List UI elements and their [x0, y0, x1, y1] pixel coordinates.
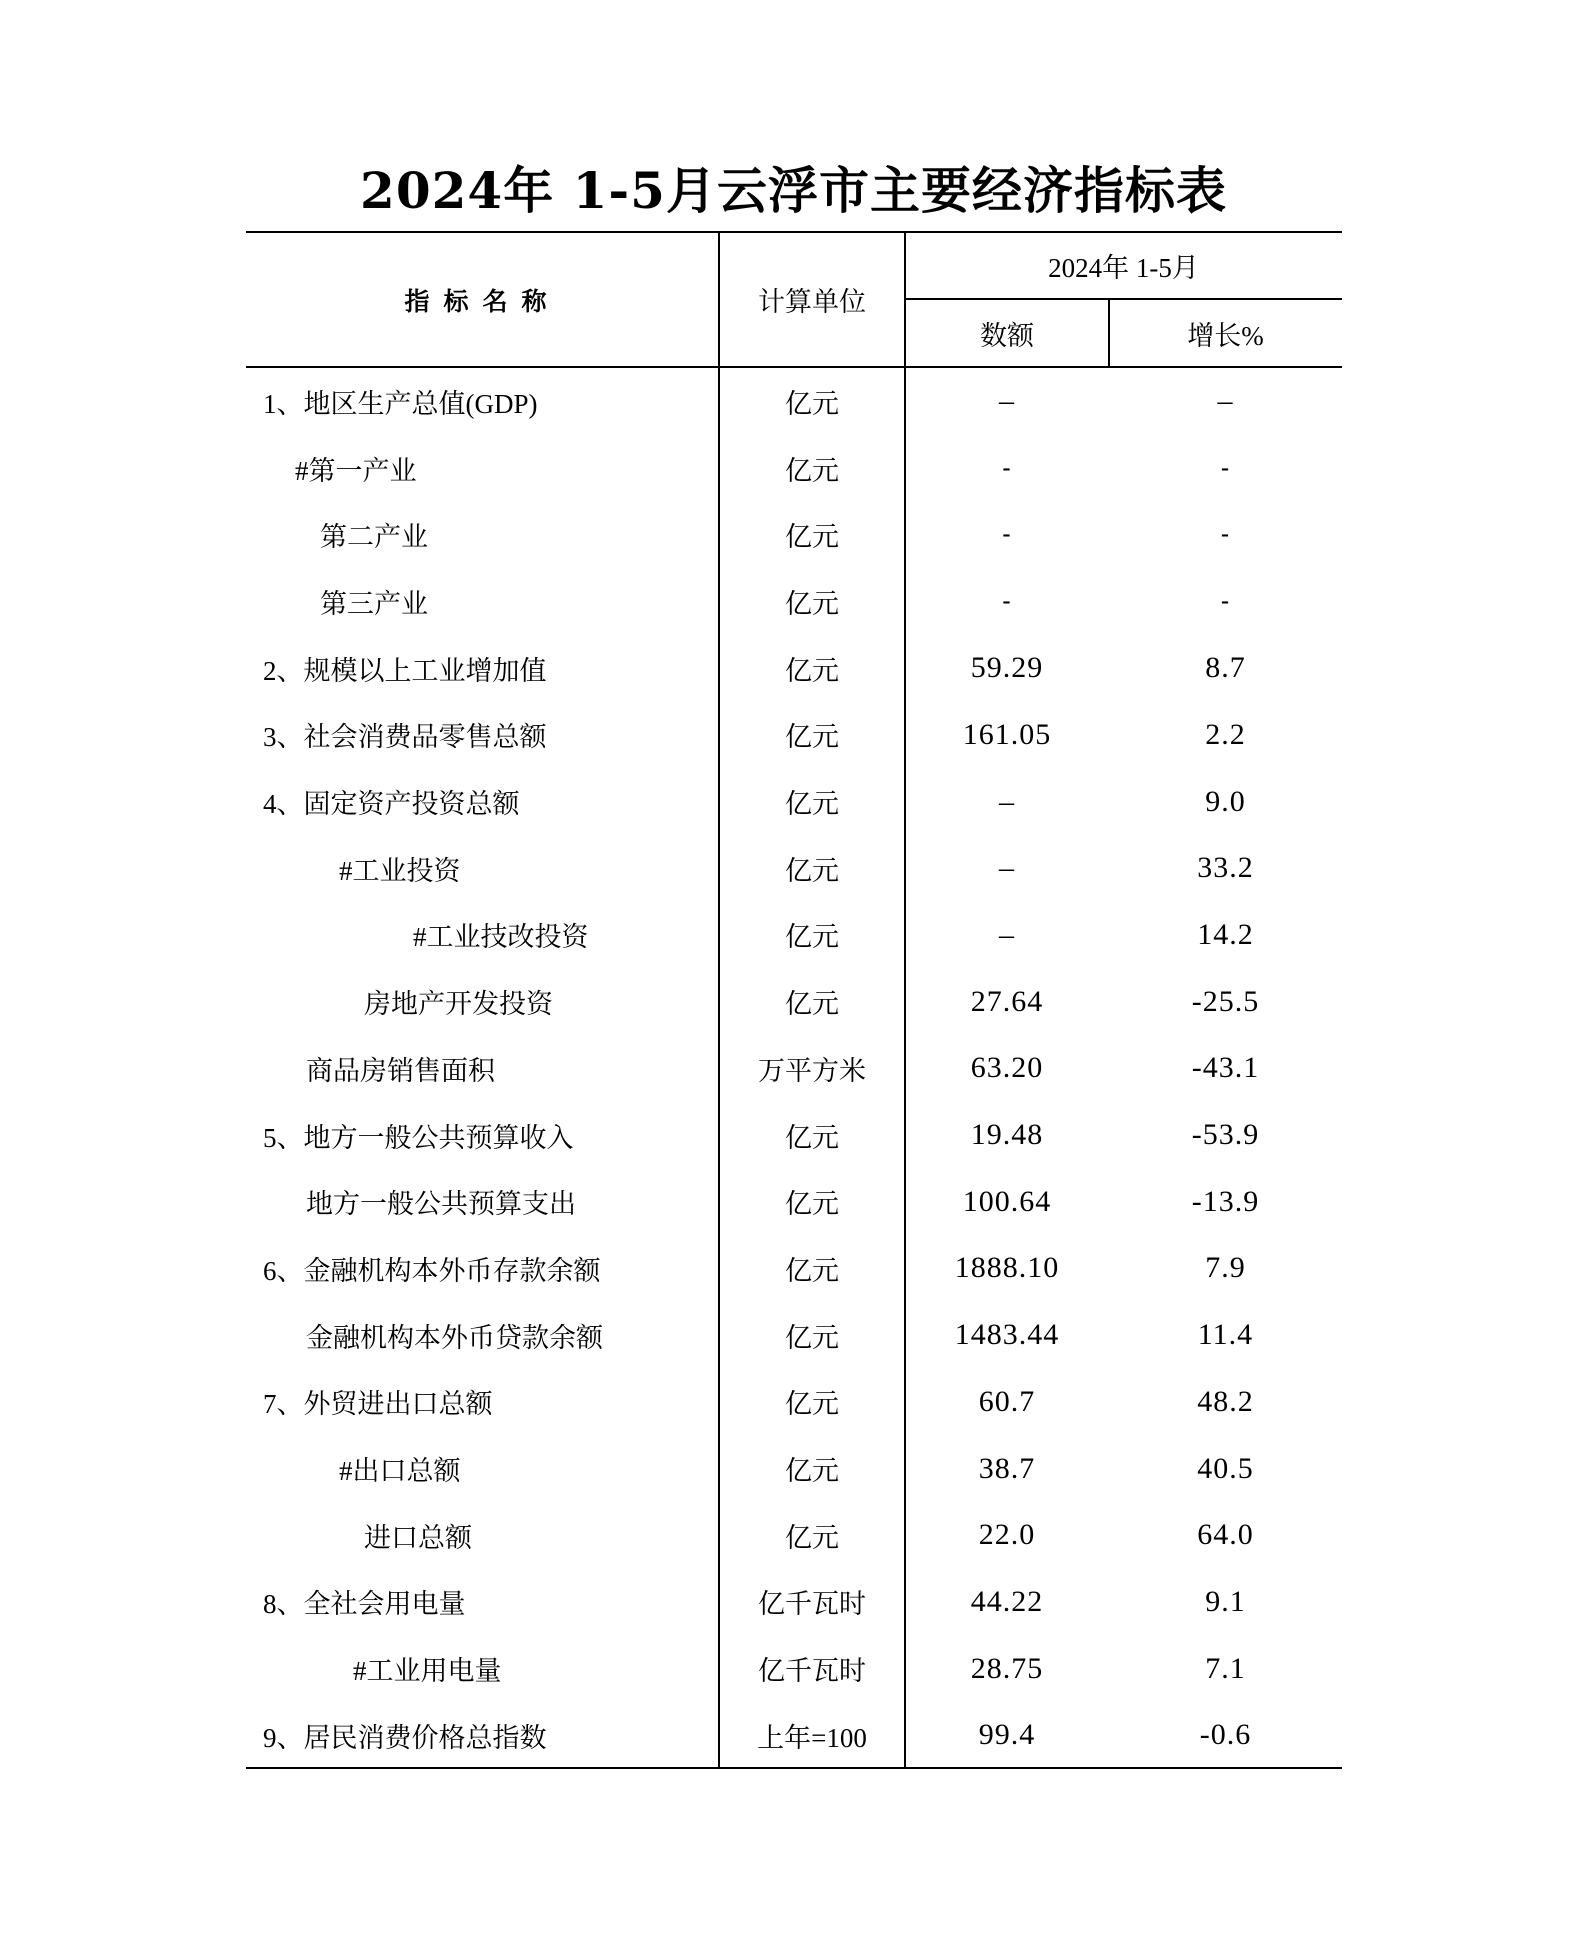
table-row — [246, 1168, 1342, 1235]
indicator-growth: 2.2 — [1205, 717, 1246, 751]
indicator-unit: 亿元 — [785, 855, 839, 886]
indicator-name: #工业投资 — [339, 855, 461, 886]
table-row — [246, 968, 1342, 1035]
indicator-growth: -25.5 — [1191, 984, 1260, 1018]
indicator-growth: 33.2 — [1197, 851, 1254, 885]
table-row — [246, 1502, 1342, 1569]
indicator-name: #工业技改投资 — [413, 922, 589, 953]
indicator-unit: 亿元 — [785, 989, 839, 1020]
indicator-value: – — [999, 917, 1015, 951]
indicator-name: 9、居民消费价格总指数 — [263, 1722, 547, 1753]
indicator-name: 第二产业 — [320, 522, 428, 553]
indicator-growth: 8.7 — [1205, 651, 1246, 685]
indicator-value: - — [1002, 587, 1012, 614]
indicator-name: #出口总额 — [339, 1456, 461, 1487]
indicator-growth: -0.6 — [1199, 1718, 1252, 1752]
header-unit: 计算单位 — [758, 287, 866, 317]
indicator-unit: 亿元 — [785, 922, 839, 953]
indicator-name: 4、固定资产投资总额 — [263, 789, 520, 820]
indicator-value: 1888.10 — [954, 1251, 1060, 1285]
indicator-name: #工业用电量 — [353, 1656, 502, 1687]
indicator-value: - — [1002, 454, 1012, 481]
indicator-unit: 亿元 — [785, 388, 839, 419]
indicator-name: 第三产业 — [320, 588, 428, 619]
table-row — [246, 1635, 1342, 1702]
indicator-value: 100.64 — [962, 1184, 1052, 1218]
indicator-growth: - — [1221, 521, 1230, 548]
indicator-growth: – — [1217, 384, 1234, 418]
indicator-value: – — [999, 851, 1015, 885]
indicator-value: 63.20 — [970, 1051, 1044, 1085]
indicator-growth: - — [1221, 454, 1230, 481]
indicator-value: 22.0 — [978, 1518, 1036, 1552]
table-row — [246, 501, 1342, 568]
indicator-name: 5、地方一般公共预算收入 — [263, 1122, 574, 1153]
header-period: 2024年 1-5月 — [1048, 253, 1199, 283]
table-row — [246, 702, 1342, 769]
indicator-unit: 上年=100 — [757, 1722, 867, 1753]
table-row — [246, 435, 1342, 502]
table-row — [246, 1435, 1342, 1502]
indicator-growth: -13.9 — [1191, 1184, 1260, 1218]
indicator-unit: 亿元 — [785, 588, 839, 619]
indicator-growth: 40.5 — [1197, 1451, 1254, 1485]
indicator-name: 6、金融机构本外币存款余额 — [263, 1255, 601, 1286]
indicator-value: - — [1002, 521, 1012, 548]
indicator-unit: 亿元 — [785, 1122, 839, 1153]
indicator-growth: 7.1 — [1205, 1651, 1246, 1685]
indicator-growth: 11.4 — [1197, 1318, 1254, 1352]
indicator-value: 99.4 — [978, 1718, 1036, 1752]
indicator-growth: 64.0 — [1197, 1518, 1254, 1552]
table-row — [246, 768, 1342, 835]
indicator-growth: -53.9 — [1191, 1118, 1260, 1152]
table-row — [246, 1569, 1342, 1636]
indicator-growth: 14.2 — [1197, 917, 1254, 951]
indicator-name: 7、外贸进出口总额 — [263, 1389, 493, 1420]
indicator-unit: 亿元 — [785, 1522, 839, 1553]
indicator-growth: 7.9 — [1205, 1251, 1246, 1285]
header-value: 数额 — [980, 320, 1034, 351]
indicator-unit: 亿元 — [785, 1389, 839, 1420]
indicator-unit: 亿千瓦时 — [758, 1656, 866, 1687]
table-row — [246, 568, 1342, 635]
table-row — [246, 1302, 1342, 1369]
indicator-name: 3、社会消费品零售总额 — [263, 722, 547, 753]
indicator-value: 27.64 — [970, 984, 1044, 1018]
indicator-name: 商品房销售面积 — [306, 1055, 495, 1086]
indicator-unit: 亿元 — [785, 1322, 839, 1353]
indicator-value: 28.75 — [970, 1651, 1044, 1685]
indicator-value: 1483.44 — [954, 1318, 1060, 1352]
indicator-unit: 亿元 — [785, 1456, 839, 1487]
indicator-value: – — [999, 384, 1015, 418]
indicator-growth: 48.2 — [1197, 1384, 1254, 1418]
table-row — [246, 1702, 1342, 1769]
table-row — [246, 1369, 1342, 1436]
indicator-growth: 9.1 — [1205, 1584, 1246, 1618]
table-row — [246, 1102, 1342, 1169]
table-row — [246, 835, 1342, 902]
table-row — [246, 902, 1342, 969]
indicator-value: – — [999, 784, 1015, 818]
indicator-name: 地方一般公共预算支出 — [306, 1189, 576, 1220]
indicator-growth: -43.1 — [1191, 1051, 1260, 1085]
indicator-unit: 亿元 — [785, 1255, 839, 1286]
indicator-name: 进口总额 — [364, 1522, 472, 1553]
indicator-value: 60.7 — [978, 1384, 1036, 1418]
indicator-unit: 亿元 — [785, 722, 839, 753]
indicator-unit: 亿元 — [785, 1189, 839, 1220]
page-title: 2024年 1-5月云浮市主要经济指标表 — [360, 161, 1227, 220]
indicator-growth: - — [1221, 587, 1230, 614]
indicator-unit: 亿千瓦时 — [758, 1589, 866, 1620]
indicator-name: #第一产业 — [295, 455, 417, 486]
indicator-name: 1、地区生产总值(GDP) — [263, 388, 538, 419]
table-row — [246, 368, 1342, 435]
indicator-name: 房地产开发投资 — [364, 989, 553, 1020]
indicator-name: 2、规模以上工业增加值 — [263, 655, 547, 686]
indicator-name: 金融机构本外币贷款余额 — [306, 1322, 603, 1353]
indicator-name: 8、全社会用电量 — [263, 1589, 466, 1620]
table-row — [246, 1035, 1342, 1102]
indicator-value: 19.48 — [970, 1118, 1044, 1152]
indicator-unit: 亿元 — [785, 522, 839, 553]
indicator-growth: 9.0 — [1205, 784, 1246, 818]
header-growth: 增长% — [1187, 320, 1264, 351]
header-indicator-name: 指标名称 — [404, 286, 561, 316]
indicator-unit: 亿元 — [785, 655, 839, 686]
indicator-unit: 万平方米 — [758, 1055, 866, 1086]
indicator-unit: 亿元 — [785, 789, 839, 820]
table-row — [246, 635, 1342, 702]
indicator-value: 38.7 — [978, 1451, 1036, 1485]
table-row — [246, 1235, 1342, 1302]
indicator-value: 59.29 — [970, 651, 1044, 685]
indicator-value: 161.05 — [962, 717, 1052, 751]
indicator-table — [246, 231, 1342, 1770]
indicator-value: 44.22 — [970, 1584, 1044, 1618]
indicator-unit: 亿元 — [785, 455, 839, 486]
